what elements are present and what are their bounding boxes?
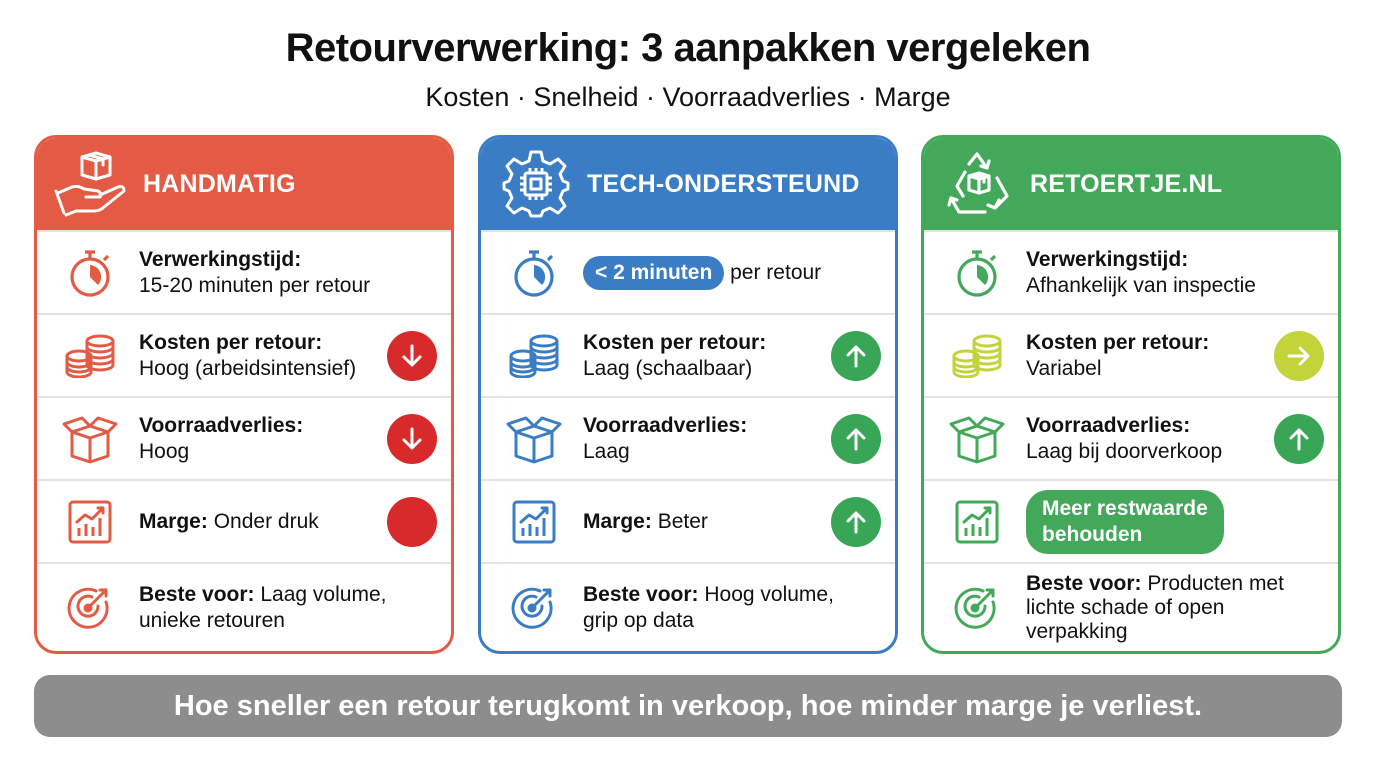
card-handmatig [34,135,454,654]
card-tech-ondersteund [478,135,898,654]
coins-icon [61,327,119,385]
stopwatch-icon [61,244,119,302]
row-value: Hoog volume, [704,583,834,606]
coins-icon [948,327,1006,385]
card-header [481,138,895,230]
row-marge [481,479,895,562]
row-beste-voor [37,562,451,652]
row-label: Voorraadverlies: [583,413,748,437]
chart-icon [505,493,563,551]
row-value: Variabel [1026,356,1102,380]
target-icon [61,579,119,637]
row-value-line2: lichte schade of open [1026,596,1225,619]
row-value: Afhankelijk van inspectie [1026,273,1256,297]
row-value: 15-20 minuten per retour [139,273,371,297]
chart-icon [61,493,119,551]
page-subtitle: Kosten · Snelheid · Voorraadverlies · Marge [425,82,951,112]
card-header [924,138,1338,230]
row-verwerkingstijd [37,230,451,313]
highlight-pill [1026,490,1224,554]
row-label: Marge: [583,509,652,533]
coins-icon [505,327,563,385]
row-verwerkingstijd [481,230,895,313]
arrow-up-icon [831,497,881,547]
row-label: Voorraadverlies: [1026,413,1191,437]
row-value: Laag [583,439,630,463]
page-title: Retourverwerking: 3 aanpakken vergeleken [285,26,1091,70]
arrow-down-icon [387,414,437,464]
chart-icon [948,493,1006,551]
box-icon [948,410,1006,468]
target-icon [948,579,1006,637]
row-kosten [924,313,1338,396]
target-icon [505,579,563,637]
box-icon [505,410,563,468]
row-value: Laag volume, [260,583,387,606]
highlight-line2: behouden [1042,522,1143,546]
row-label: Beste voor: [1026,572,1142,595]
card-header [37,138,451,230]
row-label: Kosten per retour: [1026,330,1210,354]
row-label: Verwerkingstijd: [1026,247,1189,271]
row-label: Kosten per retour: [583,330,767,354]
row-value: Hoog (arbeidsintensief) [139,356,357,380]
row-marge [37,479,451,562]
row-value-line3: verpakking [1026,620,1128,643]
row-value: Hoog [139,439,190,463]
row-beste-voor [481,562,895,652]
stopwatch-icon [505,244,563,302]
arrow-down-icon [387,331,437,381]
status-dot [387,497,437,547]
row-voorraadverlies [37,396,451,479]
row-label: Marge: [139,509,208,533]
row-label: Voorraadverlies: [139,413,304,437]
row-beste-voor [924,562,1338,652]
row-value-line2: unieke retouren [139,609,285,632]
arrow-up-icon [1274,414,1324,464]
row-kosten [37,313,451,396]
row-voorraadverlies [481,396,895,479]
hand-package-icon [53,150,131,218]
row-kosten [481,313,895,396]
row-value: Laag (schaalbaar) [583,356,753,380]
highlight-line1: Meer restwaarde [1042,496,1208,520]
row-value: Laag bij doorverkoop [1026,439,1223,463]
row-verwerkingstijd [924,230,1338,313]
arrow-up-icon [831,414,881,464]
card-title: RETOERTJE.NL [1030,169,1223,198]
row-label: Beste voor: [583,583,699,606]
arrow-up-icon [831,331,881,381]
stopwatch-icon [948,244,1006,302]
row-voorraadverlies [924,396,1338,479]
highlight-pill: < 2 minuten [583,256,724,290]
box-icon [61,410,119,468]
row-marge [924,479,1338,562]
row-value: per retour [730,260,822,284]
arrow-right-icon [1274,331,1324,381]
footer-banner: Hoe sneller een retour terugkomt in verkoop, hoe minder marge je verliest. [34,675,1342,737]
gear-chip-icon [497,150,575,218]
card-title: TECH-ONDERSTEUND [587,169,860,198]
row-value: Beter [657,509,708,533]
row-value-line2: grip op data [583,609,694,632]
row-label: Kosten per retour: [139,330,323,354]
row-label: Beste voor: [139,583,255,606]
row-value: Onder druk [213,509,319,533]
row-label: Verwerkingstijd: [139,247,302,271]
card-title: HANDMATIG [143,169,296,198]
row-value: Producten met [1147,572,1284,595]
card-retoertje [921,135,1341,654]
recycle-box-icon [940,150,1018,218]
